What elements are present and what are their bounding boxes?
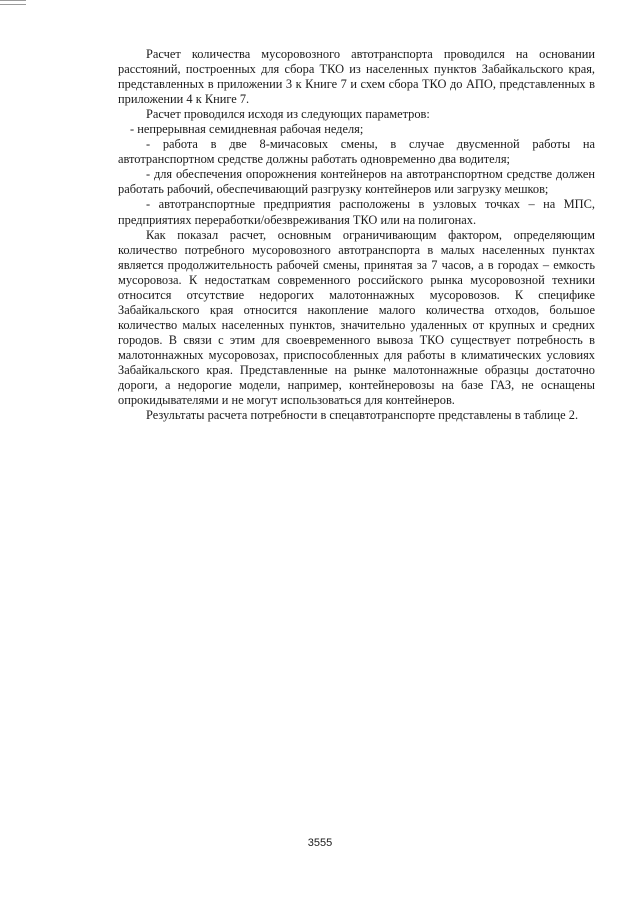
paragraph-results-reference: Результаты расчета потребности в спецавтотранспорте представлены в таблице 2.	[146, 408, 579, 423]
paragraph-calculation-basis: Расчет количества мусоровозного автотранспорта проводился на основании расстояний, построенных для сбора ТКО из населенных пунктов Забайкальского края, представленных в приложении 3 к Книге 7 и схем сбора ТКО до АПО, представленных в приложении 4 к Книге 7.	[118, 47, 595, 107]
paragraph-calculation-findings: Как показал расчет, основным ограничивающим фактором, определяющим количество потребного мусоровозного автотранспорта в малых населенных пунктах является продолжительность рабочей смены, принятая за 7 часов, а в городах – емкость мусоровоза. К недостаткам современного российского рынка мусоровозной техники относится отсутствие недорогих малотоннажных мусоровозов. К специфике Забайкальского края относится накопление малого количества отходов, большое количество малых населенных пунктов, значительно удаленных от крупных и средних городов. В связи с этим для своевременного вывоза ТКО существует потребность в малотоннажных мусоровозах, приспособленных для работы в климатических условиях Забайкальского края. Представленные на рынке малотоннажные образцы достаточно дороги, а недорогие модели, например, контейнеровозы на базе ГАЗ, не оснащены опрокидывателями и не могут использоваться для контейнеров.	[118, 227, 595, 408]
list-item-work-week: - непрерывная семидневная рабочая неделя;	[130, 122, 364, 137]
paragraph-parameters-intro: Расчет проводился исходя из следующих параметров:	[146, 107, 430, 122]
body-text	[118, 47, 595, 423]
list-item-two-shifts: - работа в две 8-мичасовых смены, в случае двусменной работы на автотранспортном средстве должны работать одновременно два водителя;	[118, 137, 595, 167]
list-item-container-emptying: - для обеспечения опорожнения контейнеров на автотранспортном средстве должен работать рабочий, обеспечивающий разгрузку контейнеров или загрузку мешков;	[118, 167, 595, 197]
list-item-transport-enterprises: - автотранспортные предприятия расположены в узловых точках – на МПС, предприятиях переработки/обезвреживания ТКО или на полигонах.	[118, 197, 595, 227]
page-number: 3555	[307, 837, 333, 849]
scan-corner-mark	[0, 0, 26, 5]
